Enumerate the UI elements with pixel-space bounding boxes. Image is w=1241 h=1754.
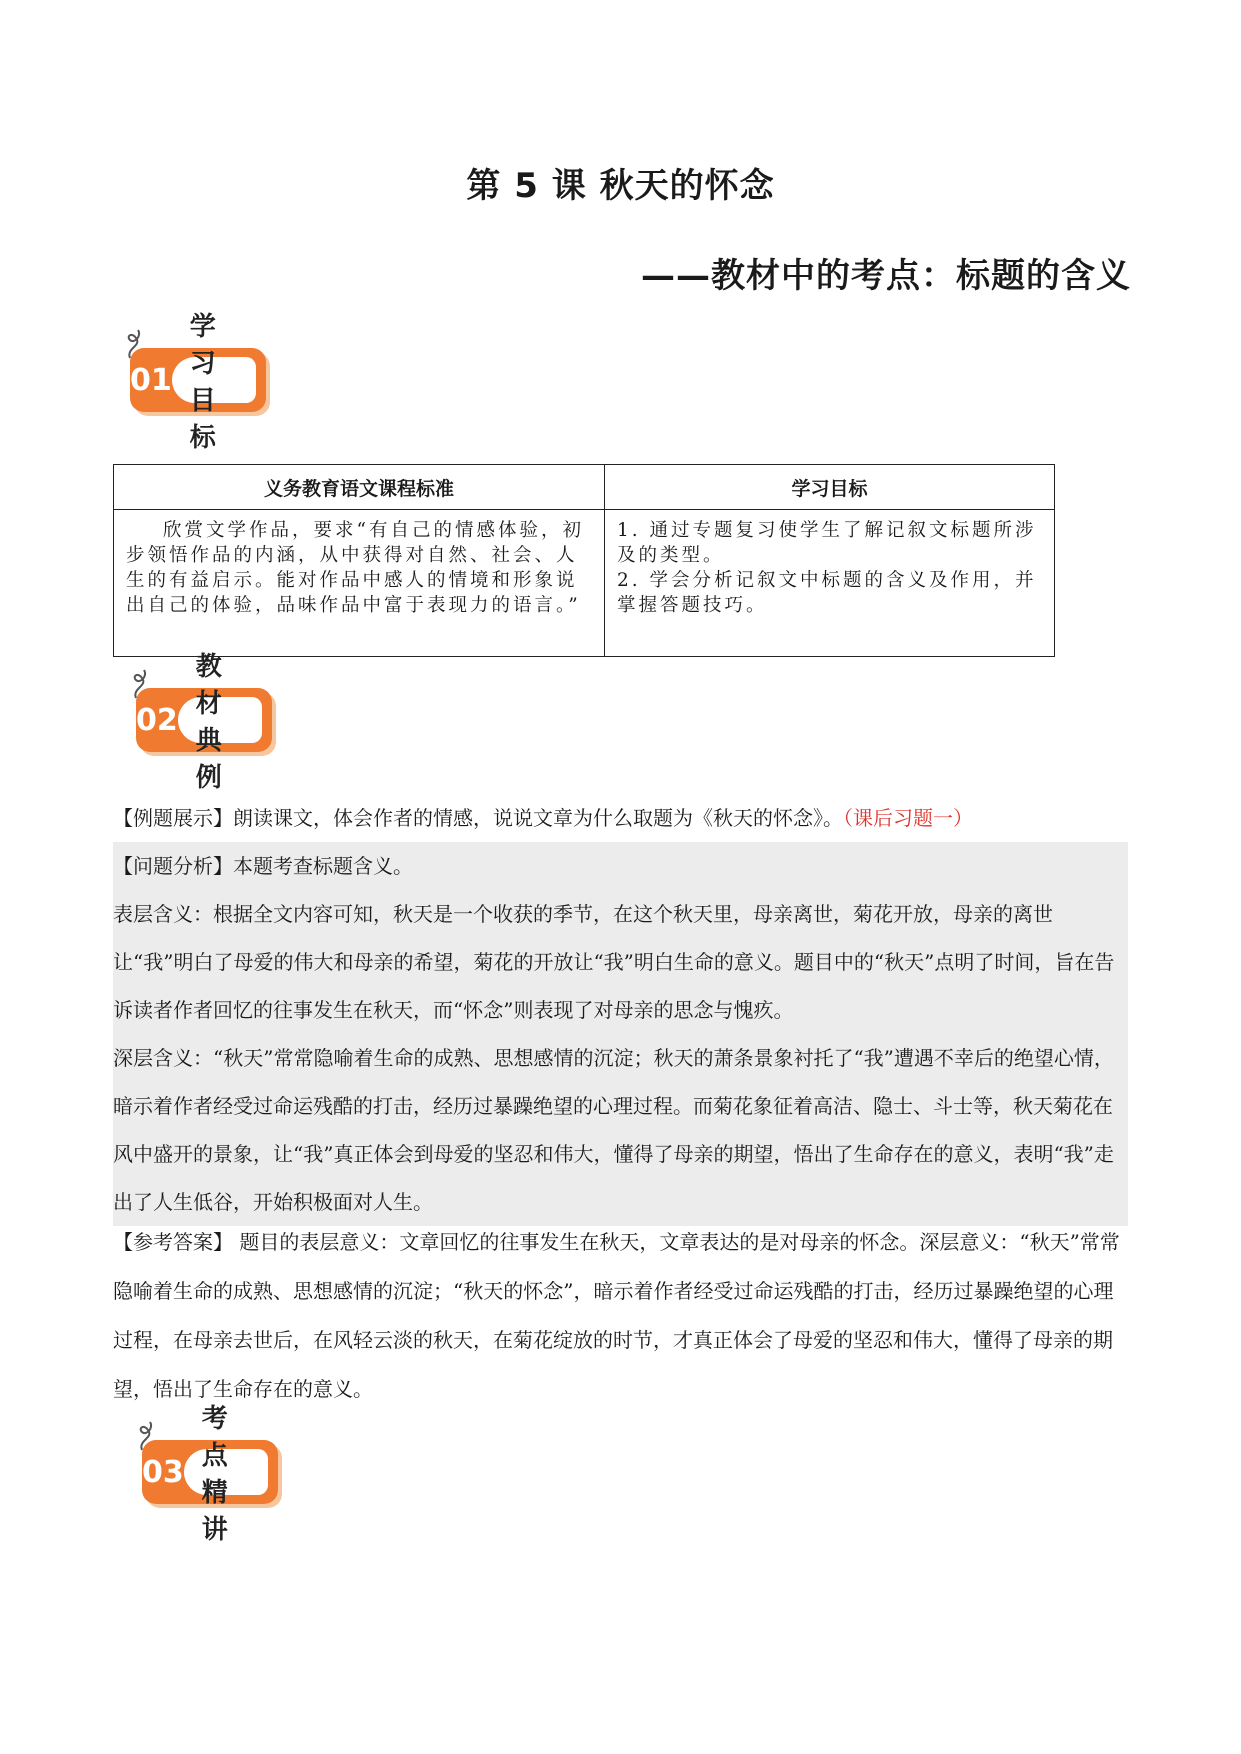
section-number: 01 (130, 362, 172, 398)
example-text: 朗读课文，体会作者的情感，说说文章为什么取题为《秋天的怀念》。 (233, 806, 843, 830)
answer-label: 【参考答案】 (113, 1230, 233, 1254)
analysis-block (113, 842, 1128, 1226)
goal-item-2: 2. 学会分析记叙文中标题的含义及作用，并掌握答题技巧。 (617, 570, 1037, 616)
answer-text: 题目的表层意义：文章回忆的往事发生在秋天，文章表达的是对母亲的怀念。深层意义：“秋天”常常隐喻着生命的成熟、思想感情的沉淀；“秋天的怀念”，暗示着作者经受过命运残酷的打击，经历过暴躁绝望的心理过程，在母亲去世后，在风轻云淡的秋天，在菊花绽放的时节，才真正体会了母爱的坚忍和伟大，懂得了母亲的期望，悟出了生命存在的意义。 (113, 1230, 1120, 1401)
section-label: 考点精讲 (184, 1449, 268, 1495)
analysis-intro: 本题考查标题含义。 (233, 854, 413, 878)
standards-table (113, 464, 1055, 657)
page-title: 第 5 课 秋天的怀念 (466, 166, 775, 206)
example-label: 【例题展示】 (113, 806, 233, 830)
section-number: 02 (136, 702, 178, 738)
page-subtitle: ——教材中的考点：标题的含义 (641, 256, 1131, 296)
example-paragraph (113, 794, 1128, 842)
section-label: 学习目标 (172, 357, 256, 403)
table-header-standard: 义务教育语文课程标准 (114, 465, 605, 510)
analysis-deep: 深层含义：“秋天”常常隐喻着生命的成熟、思想感情的沉淀；秋天的萧条景象衬托了“我”遭遇不幸后的绝望心情，暗示着作者经受过命运残酷的打击，经历过暴躁绝望的心理过程。而菊花象征着高洁、隐士、斗士等，秋天菊花在风中盛开的景象，让“我”真正体会到母爱的坚忍和伟大，懂得了母亲的期望，悟出了生命存在的意义，表明“我”走出了人生低谷，开始积极面对人生。 (113, 1046, 1114, 1214)
analysis-surface: 表层含义：根据全文内容可知，秋天是一个收获的季节，在这个秋天里，母亲离世，菊花开放，母亲的离世让“我”明白了母爱的伟大和母亲的希望，菊花的开放让“我”明白生命的意义。题目中的“秋天”点明了时间，旨在告诉读者作者回忆的往事发生在秋天，而“怀念”则表现了对母亲的思念与愧疚。 (113, 902, 1115, 1022)
goal-item-1: 1. 通过专题复习使学生了解记叙文标题所涉及的类型。 (617, 520, 1037, 566)
example-note: （课后习题一） (843, 806, 973, 830)
analysis-label: 【问题分析】 (113, 854, 233, 878)
standard-text: 欣赏文学作品，要求“有自己的情感体验，初步领悟作品的内涵，从中获得对自然、社会、人生的有益启示。能对作品中感人的情境和形象说出自己的体验，品味作品中富于表现力的语言。” (126, 520, 584, 616)
section-label: 教材典例 (178, 697, 262, 743)
answer-paragraph (113, 1218, 1128, 1414)
table-header-goals: 学习目标 (605, 465, 1055, 510)
section-number: 03 (142, 1454, 184, 1490)
